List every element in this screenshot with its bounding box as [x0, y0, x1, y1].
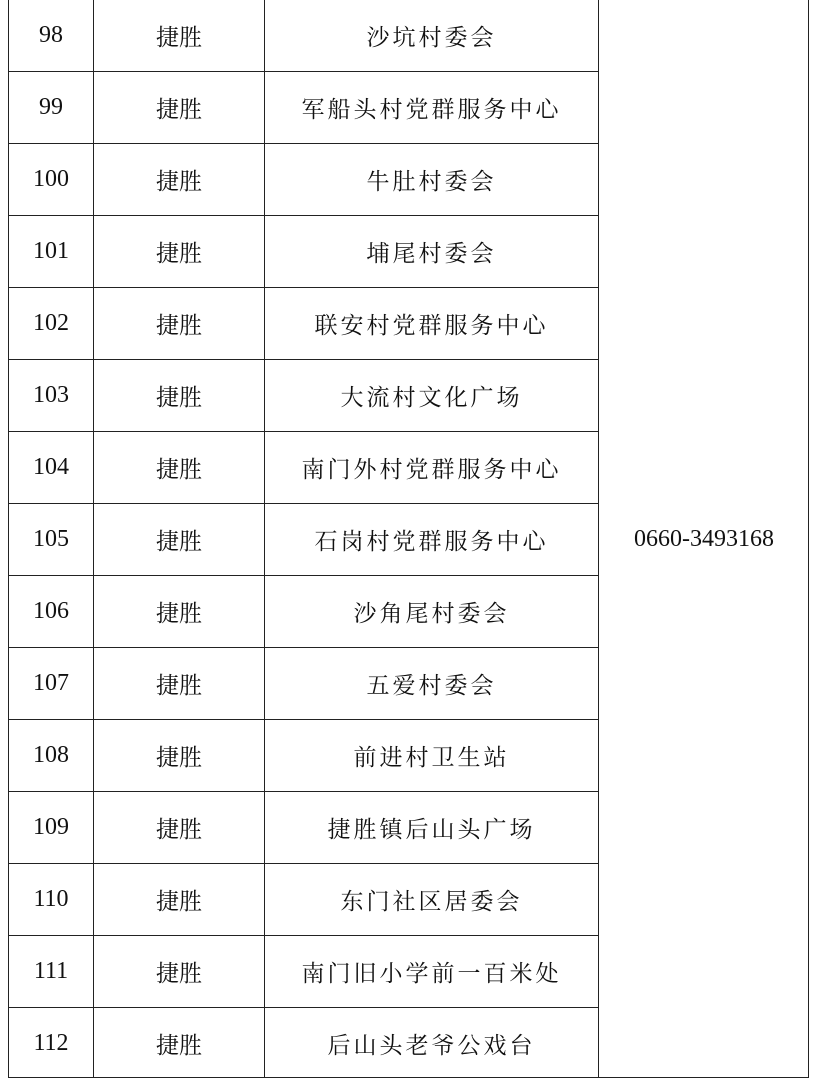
row-town: 捷胜	[94, 432, 265, 504]
table-body	[9, 0, 809, 1080]
row-town: 捷胜	[94, 648, 265, 720]
row-town: 捷胜	[94, 504, 265, 576]
row-town: 捷胜	[94, 288, 265, 360]
page-margin	[0, 1078, 820, 1088]
row-number: 98	[9, 0, 94, 72]
row-town: 捷胜	[94, 1008, 265, 1080]
row-location: 南门旧小学前一百米处	[265, 936, 599, 1008]
row-number: 111	[9, 936, 94, 1008]
row-location: 联安村党群服务中心	[265, 288, 599, 360]
row-number: 101	[9, 216, 94, 288]
row-number: 110	[9, 864, 94, 936]
sites-table-grid	[9, 0, 809, 1080]
row-location: 埔尾村委会	[265, 216, 599, 288]
row-number: 103	[9, 360, 94, 432]
row-location: 石岗村党群服务中心	[265, 504, 599, 576]
row-number: 109	[9, 792, 94, 864]
row-town: 捷胜	[94, 72, 265, 144]
row-location: 军船头村党群服务中心	[265, 72, 599, 144]
row-number: 108	[9, 720, 94, 792]
table-row	[9, 0, 809, 72]
row-number: 99	[9, 72, 94, 144]
row-town: 捷胜	[94, 576, 265, 648]
row-town: 捷胜	[94, 936, 265, 1008]
row-town: 捷胜	[94, 360, 265, 432]
row-number: 112	[9, 1008, 94, 1080]
row-number: 107	[9, 648, 94, 720]
row-location: 后山头老爷公戏台	[265, 1008, 599, 1080]
row-number: 102	[9, 288, 94, 360]
row-number: 106	[9, 576, 94, 648]
row-location: 沙角尾村委会	[265, 576, 599, 648]
row-town: 捷胜	[94, 792, 265, 864]
row-location: 沙坑村委会	[265, 0, 599, 72]
row-town: 捷胜	[94, 720, 265, 792]
row-number: 105	[9, 504, 94, 576]
row-location: 捷胜镇后山头广场	[265, 792, 599, 864]
row-location: 东门社区居委会	[265, 864, 599, 936]
row-location: 前进村卫生站	[265, 720, 599, 792]
row-town: 捷胜	[94, 144, 265, 216]
row-town: 捷胜	[94, 216, 265, 288]
row-location: 牛肚村委会	[265, 144, 599, 216]
row-number: 104	[9, 432, 94, 504]
testing-sites-table	[8, 0, 809, 1078]
row-number: 100	[9, 144, 94, 216]
row-location: 大流村文化广场	[265, 360, 599, 432]
row-town: 捷胜	[94, 0, 265, 72]
row-location: 五爱村委会	[265, 648, 599, 720]
contact-phone: 0660-3493168	[599, 0, 810, 1080]
row-town: 捷胜	[94, 864, 265, 936]
row-location: 南门外村党群服务中心	[265, 432, 599, 504]
